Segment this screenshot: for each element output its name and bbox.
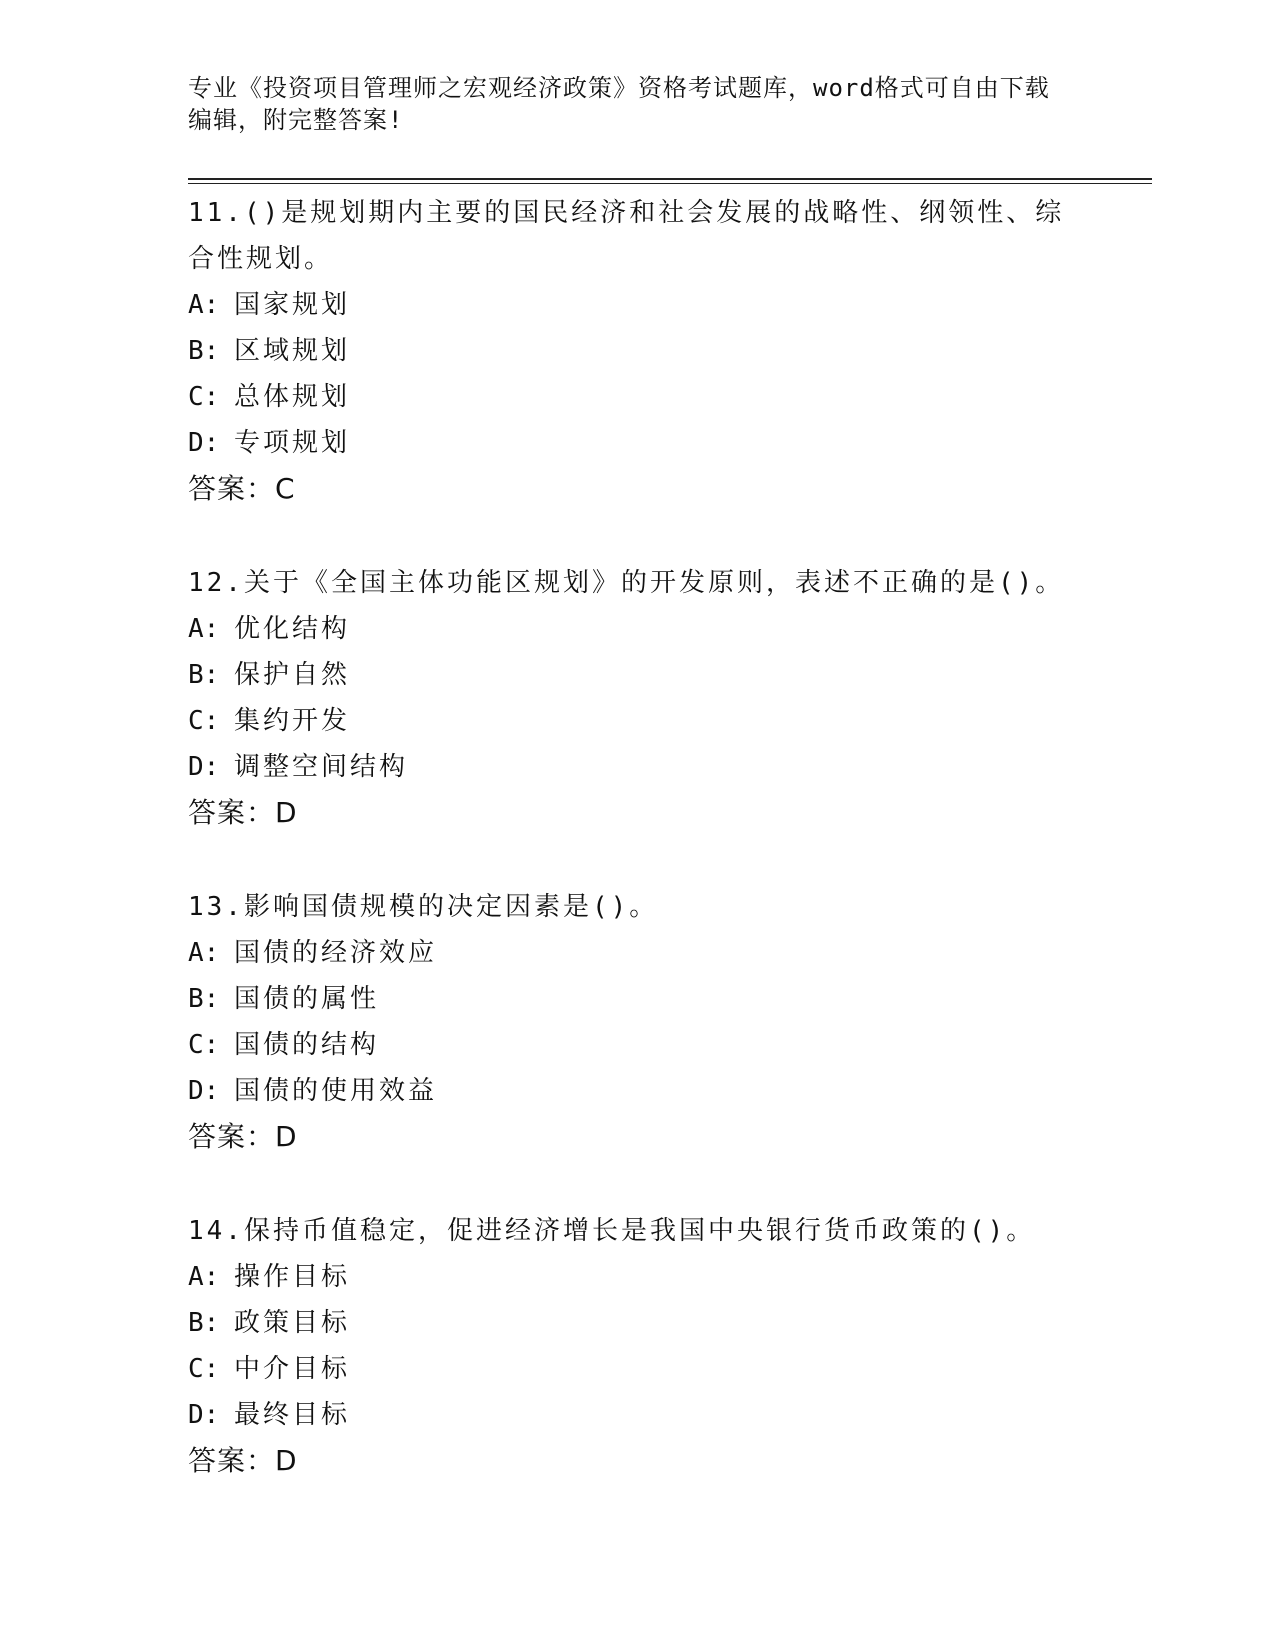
option-key: D: [188, 1076, 220, 1106]
document-header: 专业《投资项目管理师之宏观经济政策》资格考试题库，word格式可自由下载编辑，附完整答案! [188, 74, 1050, 134]
answer-label: 答案： [188, 1444, 276, 1477]
option-d [188, 1392, 1088, 1438]
option-d [188, 1068, 1088, 1114]
answer-value: D [275, 1120, 298, 1153]
option-key: C: [188, 1354, 220, 1384]
option-text: 优化结构 [234, 614, 351, 644]
option-text: 操作目标 [234, 1262, 351, 1292]
question-12 [188, 560, 1088, 836]
option-c [188, 1022, 1088, 1068]
option-text: 专项规划 [234, 428, 351, 458]
option-text: 集约开发 [234, 706, 351, 736]
question-13 [188, 884, 1088, 1160]
option-a [188, 282, 1088, 328]
option-key: A: [188, 290, 220, 320]
option-key: A: [188, 938, 220, 968]
option-key: D: [188, 1400, 220, 1430]
option-key: C: [188, 706, 220, 736]
answer-label: 答案： [188, 472, 276, 505]
question-list [188, 190, 1088, 1532]
option-text: 中介目标 [234, 1354, 351, 1384]
option-text: 国债的使用效益 [234, 1076, 438, 1106]
option-text: 区域规划 [234, 336, 351, 366]
answer-line [188, 1114, 1088, 1160]
answer-value: D [275, 796, 298, 829]
option-text: 调整空间结构 [234, 752, 409, 782]
option-text: 最终目标 [234, 1400, 351, 1430]
option-d [188, 420, 1088, 466]
option-text: 国家规划 [234, 290, 351, 320]
option-text: 政策目标 [234, 1308, 351, 1338]
answer-value: D [275, 1444, 298, 1477]
option-key: B: [188, 660, 220, 690]
answer-label: 答案： [188, 796, 276, 829]
option-key: D: [188, 428, 220, 458]
answer-line [188, 466, 1088, 512]
option-text: 国债的属性 [234, 984, 380, 1014]
question-stem: 13.影响国债规模的决定因素是()。 [188, 892, 659, 922]
option-a [188, 606, 1088, 652]
option-b [188, 976, 1088, 1022]
option-b [188, 1300, 1088, 1346]
option-text: 国债的经济效应 [234, 938, 438, 968]
answer-line [188, 790, 1088, 836]
option-key: D: [188, 752, 220, 782]
option-key: C: [188, 1030, 220, 1060]
option-text: 国债的结构 [234, 1030, 380, 1060]
option-key: A: [188, 1262, 220, 1292]
answer-line [188, 1438, 1088, 1484]
answer-label: 答案： [188, 1120, 276, 1153]
header-divider-thick [188, 178, 1152, 180]
option-d [188, 744, 1088, 790]
option-key: A: [188, 614, 220, 644]
question-stem: 11.()是规划期内主要的国民经济和社会发展的战略性、纲领性、综合性规划。 [188, 198, 1065, 274]
question-stem: 14.保持币值稳定，促进经济增长是我国中央银行货币政策的()。 [188, 1216, 1036, 1246]
option-key: C: [188, 382, 220, 412]
option-key: B: [188, 984, 220, 1014]
option-c [188, 374, 1088, 420]
option-c [188, 1346, 1088, 1392]
option-b [188, 328, 1088, 374]
option-key: B: [188, 1308, 220, 1338]
option-a [188, 1254, 1088, 1300]
question-stem: 12.关于《全国主体功能区规划》的开发原则，表述不正确的是()。 [188, 568, 1065, 598]
option-b [188, 652, 1088, 698]
option-key: B: [188, 336, 220, 366]
option-text: 保护自然 [234, 660, 351, 690]
option-a [188, 930, 1088, 976]
option-c [188, 698, 1088, 744]
header-divider-thin [188, 183, 1152, 184]
answer-value: C [275, 472, 296, 505]
option-text: 总体规划 [234, 382, 351, 412]
question-14 [188, 1208, 1088, 1484]
question-11 [188, 190, 1088, 512]
